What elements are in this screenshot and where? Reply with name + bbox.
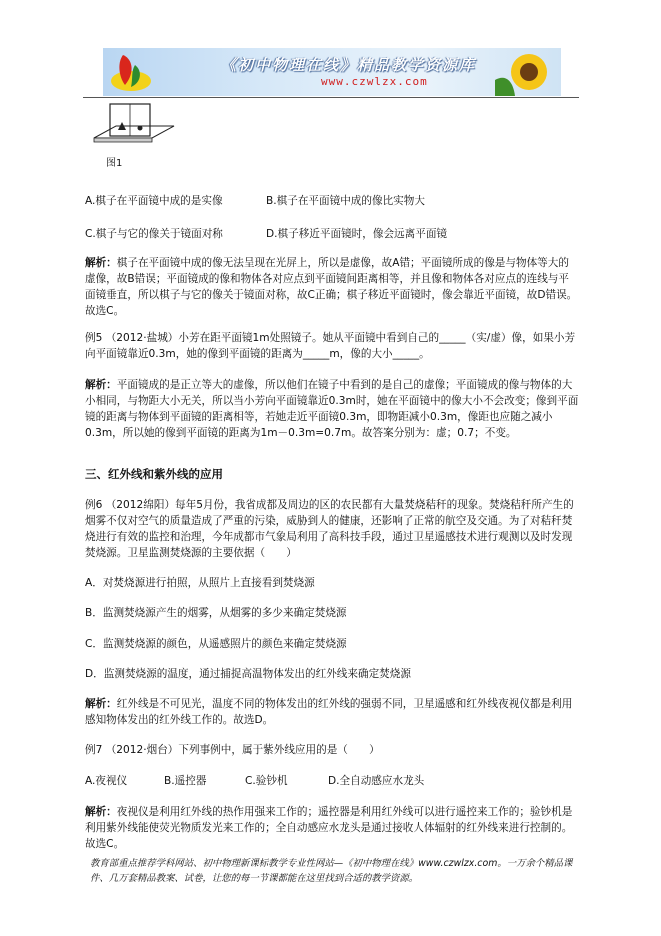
analysis-text: 红外线是不可见光，温度不同的物体发出的红外线的强弱不同，卫星遥感和红外线夜视仪都是利用感知物体发出的红外线工作的。故选D。 [85, 698, 573, 726]
analysis-label: 解析： [85, 257, 117, 269]
sunflower-icon [495, 50, 555, 96]
section-heading: 三、红外线和紫外线的应用 [85, 467, 223, 481]
example6-option-a: A．对焚烧源进行拍照，从照片上直接看到焚烧源 [85, 577, 315, 589]
example7-option-d: D.全自动感应水龙头 [328, 775, 425, 787]
analysis-paragraph [85, 255, 579, 319]
example-7: 例7 （2012·烟台）下列事例中，属于紫外线应用的是（ ） [85, 744, 380, 756]
analysis-label: 解析： [85, 698, 117, 710]
example7-option-b: B.遥控器 [164, 775, 207, 787]
logo-icon [109, 51, 153, 93]
example7-option-a: A.夜视仪 [85, 775, 128, 787]
analysis-text: 夜视仪是利用红外线的热作用强来工作的；遥控器是利用红外线可以进行遥控来工作的；验钞机是利用紫外线能使荧光物质发光来工作的；全自动感应水龙头是通过接收人体辐射的红外线来进行控制的。故选C。 [85, 806, 573, 850]
analysis-label: 解析： [85, 806, 117, 818]
analysis-paragraph [85, 696, 579, 728]
example7-option-c: C.验钞机 [245, 775, 288, 787]
header-rule [83, 97, 579, 98]
option-a: A.棋子在平面镜中成的是实像 [85, 195, 223, 207]
analysis-text: 平面镜成的是正立等大的虚像，所以他们在镜子中看到的是自己的虚像；平面镜成的像与物体的大小相同，与物距大小无关，所以当小芳向平面镜靠近0.3m时，她在平面镜中的像大小不会改变；像到平面镜的距离与物体到平面镜的距离相等，若她走近平面镜0.3m，即物距减小0.3m，像距也应随之减小0.3m，所以她的像到平面镜的距离为1m－0.3m=0.7m。故答案分别为：虚；0.7；不变。 [85, 379, 579, 439]
banner-title: 《初中物理在线》精品教学资源库 [221, 56, 477, 74]
banner-url[interactable]: www.czwlzx.com [321, 75, 428, 88]
analysis-text: 棋子在平面镜中成的像无法呈现在光屏上，所以是虚像，故A错；平面镜所成的像是与物体等大的虚像，故B错误；平面镜成的像和物体各对应点到平面镜间距离相等，并且像和物体各对应点的连线与平面镜垂直，所以棋子与它的像关于镜面对称，故C正确；棋子移近平面镜时，像会靠近平面镜，故D错误。故选C。 [85, 257, 578, 317]
analysis-label: 解析： [85, 379, 117, 391]
figure-caption: 图1 [106, 158, 123, 169]
analysis-paragraph [85, 377, 579, 441]
example6-option-d: D．监测焚烧源的温度，通过捕捉高温物体发出的红外线来确定焚烧源 [85, 668, 411, 680]
example6-option-b: B．监测焚烧源产生的烟雾，从烟雾的多少来确定焚烧源 [85, 607, 347, 619]
example6-option-c: C．监测焚烧源的颜色，从遥感照片的颜色来确定焚烧源 [85, 638, 347, 650]
header-banner [103, 48, 561, 96]
analysis-paragraph [85, 804, 579, 852]
option-d: D.棋子移近平面镜时，像会远离平面镜 [266, 228, 448, 240]
example-5: 例5 （2012·盐城）小芳在距平面镜1m处照镜子。她从平面镜中看到自己的_____（实/虚）像，如果小芳向平面镜靠近0.3m，她的像到平面镜的距离为_____m，像的大小_____。 [85, 332, 576, 360]
option-c: C.棋子与它的像关于镜面对称 [85, 228, 223, 240]
page-footer: 教育部重点推荐学科网站、初中物理新课标教学专业性网站—《初中物理在线》www.czwlzx.com。一万余个精品课件、几万套精品教案、试卷，让您的每一节课都能在这里找到合适的教学资源。 [90, 858, 573, 884]
example-6: 例6 （2012绵阳）每年5月份，我省成都及周边的区的农民都有大量焚烧秸秆的现象。焚烧秸秆所产生的烟雾不仅对空气的质量造成了严重的污染，威胁到人的健康，还影响了正常的航空及交通。为了对秸秆焚烧进行有效的监控和治理，今年成都市气象局利用了高科技手段，通过卫星遥感技术进行观测以及时发现焚烧源。卫星监测焚烧源的主要依据（ ） [85, 499, 574, 559]
option-b: B.棋子在平面镜中成的像比实物大 [266, 195, 425, 207]
